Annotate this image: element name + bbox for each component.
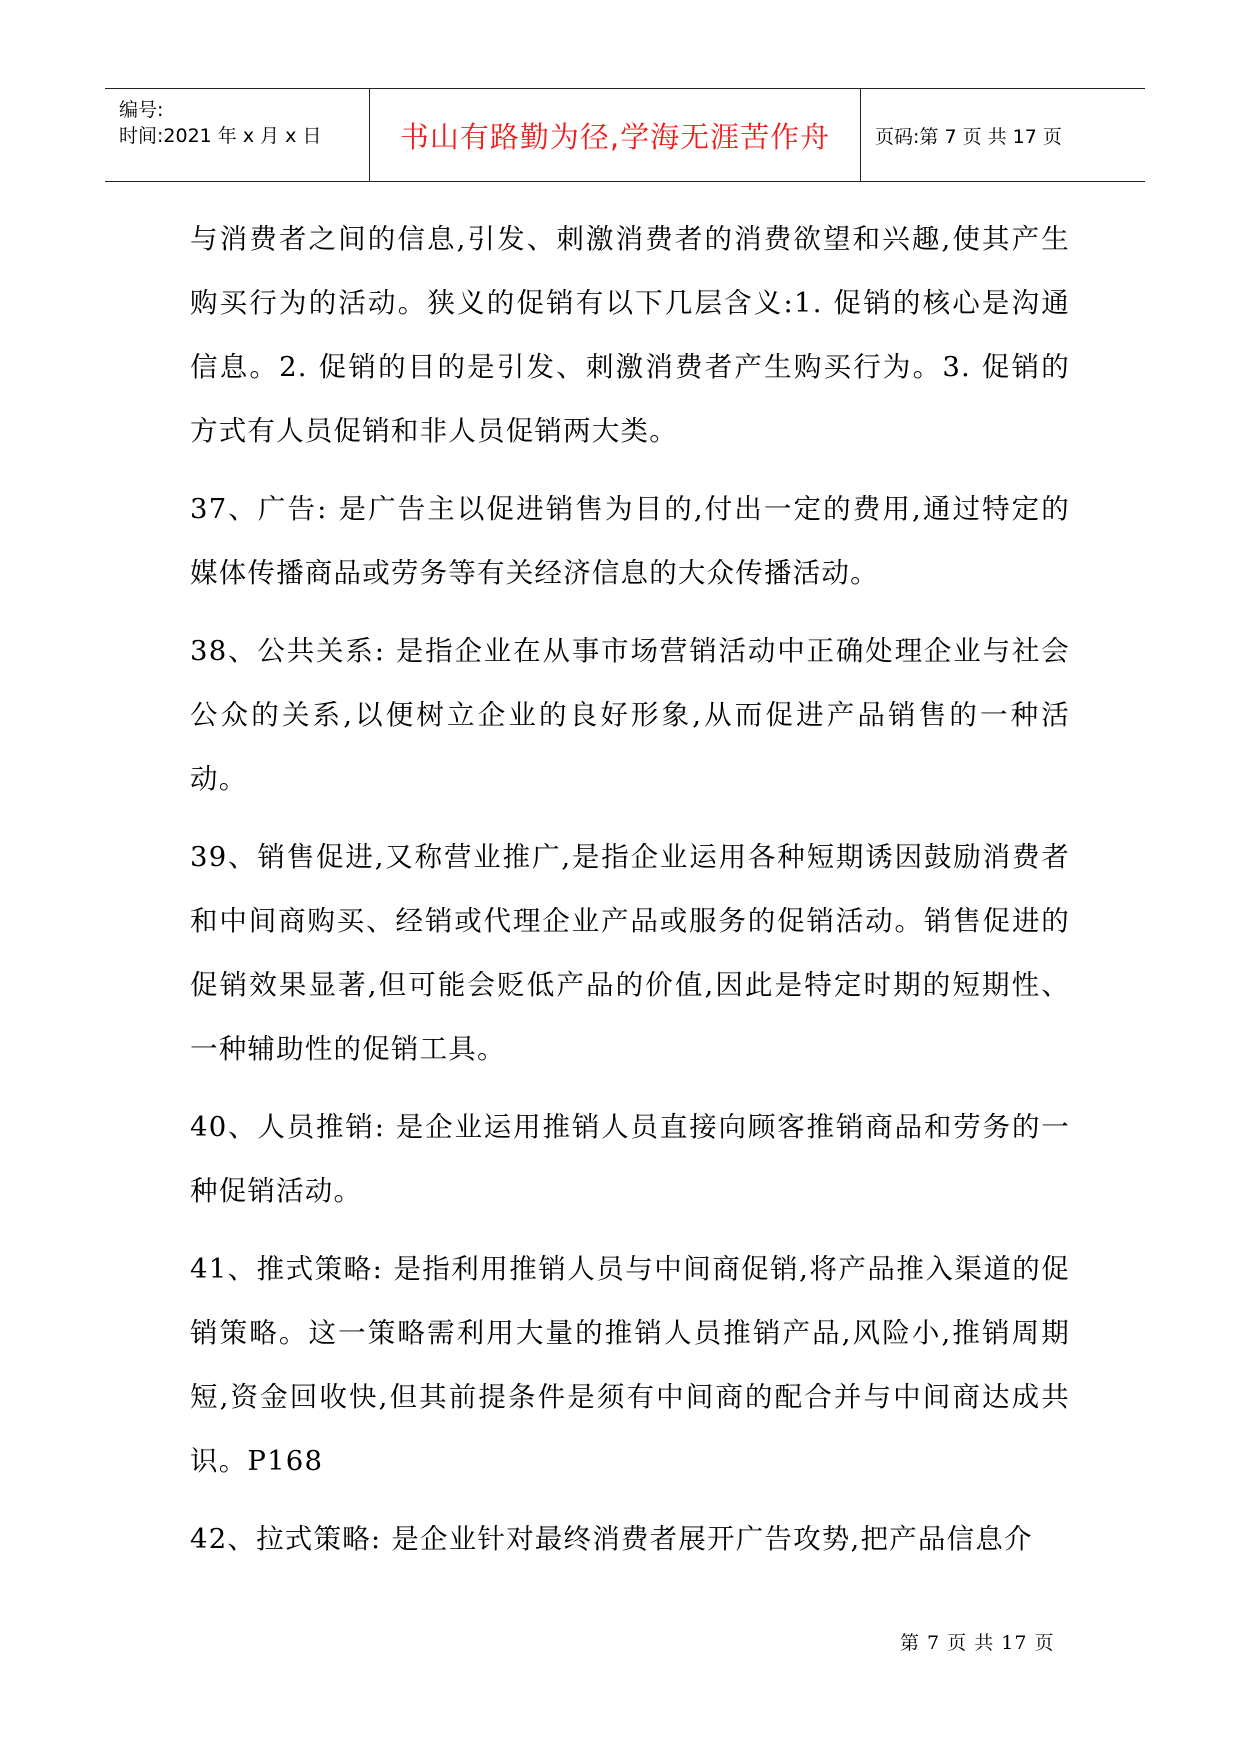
paragraph: 与消费者之间的信息,引发、刺激消费者的消费欲望和兴趣,使其产生购买行为的活动。狭义的促销有以下几层含义:1. 促销的核心是沟通信息。2. 促销的目的是引发、刺激消费者产生购买行为。3. 促销的方式有人员促销和非人员促销两大类。 bbox=[190, 223, 1070, 447]
paragraph: 39、销售促进,又称营业推广,是指企业运用各种短期诱因鼓励消费者和中间商购买、经销或代理企业产品或服务的促销活动。销售促进的促销效果显著,但可能会贬低产品的价值,因此是特定时期的短期性、一种辅助性的促销工具。 bbox=[190, 841, 1070, 1065]
paragraph: 41、推式策略: 是指利用推销人员与中间商促销,将产品推入渠道的促销策略。这一策略需利用大量的推销人员推销产品,风险小,推销周期短,资金回收快,但其前提条件是须有中间商的配合并与中间商达成共识。P168 bbox=[190, 1253, 1070, 1477]
header-right-cell bbox=[861, 89, 1145, 181]
motto-text: 书山有路勤为径,学海无涯苦作舟 bbox=[399, 119, 831, 154]
paragraph: 37、广告: 是广告主以促进销售为目的,付出一定的费用,通过特定的媒体传播商品或劳务等有关经济信息的大众传播活动。 bbox=[190, 493, 1070, 589]
paragraph: 40、人员推销: 是企业运用推销人员直接向顾客推销商品和劳务的一种促销活动。 bbox=[190, 1111, 1070, 1207]
page-footer: 第 7 页 共 17 页 bbox=[900, 1632, 1055, 1654]
document-body bbox=[190, 207, 1070, 1585]
document-header bbox=[105, 88, 1145, 182]
page-code: 页码:第 7 页 共 17 页 bbox=[875, 125, 1062, 148]
serial-number-label: 编号: bbox=[119, 99, 164, 121]
header-middle-cell bbox=[370, 89, 861, 181]
time-label: 时间:2021 年 x 月 x 日 bbox=[119, 125, 322, 147]
paragraph: 38、公共关系: 是指企业在从事市场营销活动中正确处理企业与社会公众的关系,以便树立企业的良好形象,从而促进产品销售的一种活动。 bbox=[190, 635, 1070, 795]
paragraph: 42、拉式策略: 是企业针对最终消费者展开广告攻势,把产品信息介 bbox=[190, 1523, 1033, 1555]
header-left-cell bbox=[105, 89, 370, 181]
